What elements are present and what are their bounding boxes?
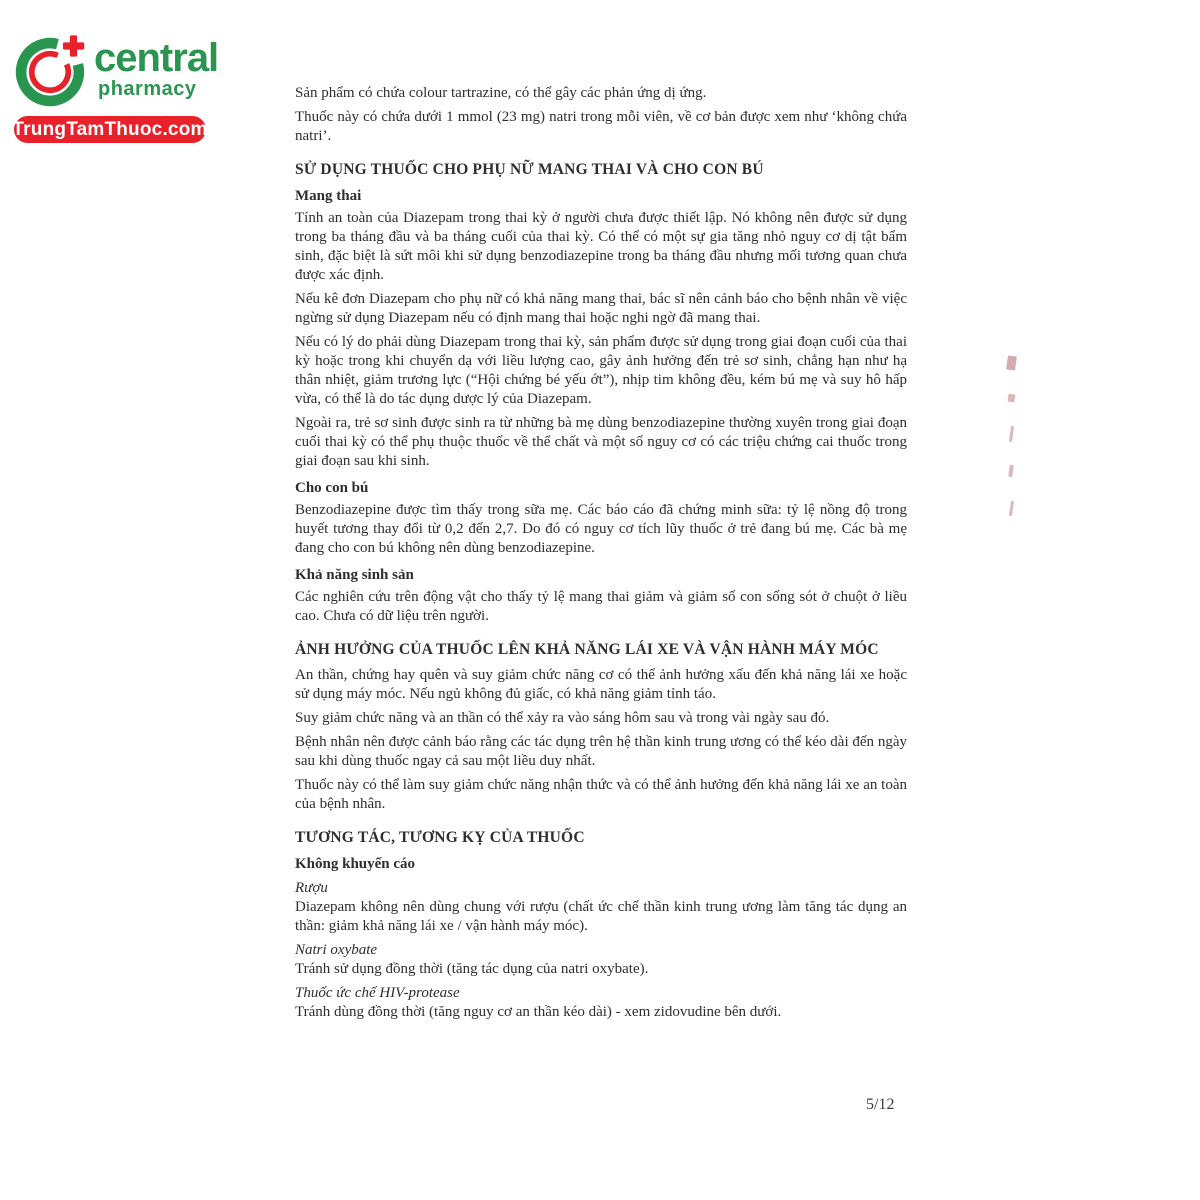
paragraph-oxybate-interaction: Tránh sử dụng đồng thời (tăng tác dụng của natri oxybate). [295, 961, 649, 977]
paragraph-cognitive-impairment: Thuốc này có thể làm suy giảm chức năng nhận thức và có thể ảnh hưởng đến khả năng lái xe an toàn của bệnh nhân. [295, 777, 907, 812]
section-heading-driving: ẢNH HƯỞNG CỦA THUỐC LÊN KHẢ NĂNG LÁI XE VÀ VẬN HÀNH MÁY MÓC [295, 641, 879, 658]
logo-sub-text: pharmacy [98, 78, 197, 100]
section-heading-pregnancy: SỬ DỤNG THUỐC CHO PHỤ NỮ MANG THAI VÀ CHO CON BÚ [295, 161, 764, 178]
paragraph-breast-milk: Benzodiazepine được tìm thấy trong sữa mẹ. Các báo cáo đã chứng minh sữa: tỷ lệ nồng độ trong huyết tương thay đổi từ 0,2 đến 2,7. Do đó có nguy cơ tích lũy thuốc ở trẻ đang bú mẹ. Các bà mẹ đang cho con bú không nên dùng benzodiazepine. [295, 502, 907, 556]
paragraph-sedation-effects: An thần, chứng hay quên và suy giảm chức năng cơ có thể ảnh hưởng xấu đến khả năng lái xe hoặc sử dụng máy móc. Nếu ngủ không đủ giấc, có khả năng giảm tỉnh táo. [295, 667, 907, 702]
subheading-kha-nang-sinh-san: Khả năng sinh sản [295, 567, 414, 583]
logo-wordmark [94, 36, 219, 100]
paragraph-tartrazine: Sản phẩm có chứa colour tartrazine, có thể gây các phản ứng dị ứng. [295, 85, 707, 101]
paragraph-alcohol-interaction: Diazepam không nên dùng chung với rượu (chất ức chế thần kinh trung ương làm tăng tác dụng an thần: giảm khả năng lái xe / vận hành máy móc). [295, 899, 907, 934]
paragraph-sodium-content: Thuốc này có chứa dưới 1 mmol (23 mg) natri trong mỗi viên, về cơ bản được xem như ‘không chứa natri’. [295, 109, 907, 144]
pharmacy-logo [12, 34, 242, 143]
paragraph-cns-warning: Bệnh nhân nên được cảnh báo rằng các tác dụng trên hệ thần kinh trung ương có thể kéo dài đến ngày sau khi dùng thuốc ngay cả sau một liều duy nhất. [295, 734, 907, 769]
leaflet-text-column [295, 84, 907, 1027]
subheading-cho-con-bu: Cho con bú [295, 480, 369, 496]
logo-website-badge[interactable]: TrungTamThuoc.com [14, 116, 206, 143]
paragraph-late-pregnancy: Nếu có lý do phải dùng Diazepam trong thai kỳ, sản phẩm được sử dụng trong giai đoạn cuối của thai kỳ hoặc trong khi chuyển dạ với liều lượng cao, gây ảnh hưởng đến trẻ sơ sinh, chẳng hạn như hạ thân nhiệt, giảm trương lực (“Hội chứng bé yếu ớt”), nhịp tim không đều, kém bú mẹ và suy hô hấp vừa, có thể là do tác dụng dược lý của Diazepam. [295, 334, 907, 407]
paragraph-neonatal-dependence: Ngoài ra, trẻ sơ sinh được sinh ra từ những bà mẹ dùng benzodiazepine thường xuyên trong giai đoạn cuối thai kỳ có thể phụ thuộc thuốc về thể chất và một số nguy cơ có các triệu chứng cai thuốc trong giai đoạn sau khi sinh. [295, 415, 907, 469]
paragraph-next-morning: Suy giảm chức năng và an thần có thể xảy ra vào sáng hôm sau và trong vài ngày sau đó. [295, 710, 830, 726]
interaction-name-sodium-oxybate: Natri oxybate [295, 942, 378, 958]
logo-brand-text: central [94, 36, 219, 80]
paragraph-hiv-interaction: Tránh dùng đồng thời (tăng nguy cơ an thần kéo dài) - xem zidovudine bên dưới. [295, 1004, 782, 1020]
faint-red-margin-stamp-marks [1004, 356, 1018, 516]
paragraph-pregnancy-safety: Tính an toàn của Diazepam trong thai kỳ ở người chưa được thiết lập. Nó không nên được sử dụng trong ba tháng đầu và ba tháng cuối của thai kỳ. Có thể có một sự gia tăng nhỏ nguy cơ dị tật bẩm sinh, đặc biệt là sứt môi khi sử dụng benzodiazepine trong ba tháng đầu nhưng mối tương quan chưa được xác định. [295, 210, 907, 283]
interaction-name-hiv-protease: Thuốc ức chế HIV-protease [295, 985, 460, 1001]
page-number: 5/12 [866, 1096, 895, 1113]
paragraph-animal-studies: Các nghiên cứu trên động vật cho thấy tỷ lệ mang thai giảm và giảm số con sống sót ở chuột ở liều cao. Chưa có dữ liệu trên người. [295, 589, 907, 624]
section-heading-interactions: TƯƠNG TÁC, TƯƠNG KỴ CỦA THUỐC [295, 829, 585, 846]
paragraph-prescribing-warning: Nếu kê đơn Diazepam cho phụ nữ có khả năng mang thai, bác sĩ nên cảnh báo cho bệnh nhân về việc ngừng sử dụng Diazepam nếu có định mang thai hoặc nghi ngờ đã mang thai. [295, 291, 907, 326]
interaction-name-alcohol: Rượu [295, 880, 328, 896]
central-pharmacy-c-with-cross-icon [12, 34, 88, 110]
subheading-mang-thai: Mang thai [295, 188, 362, 204]
subheading-not-recommended: Không khuyến cáo [295, 856, 416, 872]
